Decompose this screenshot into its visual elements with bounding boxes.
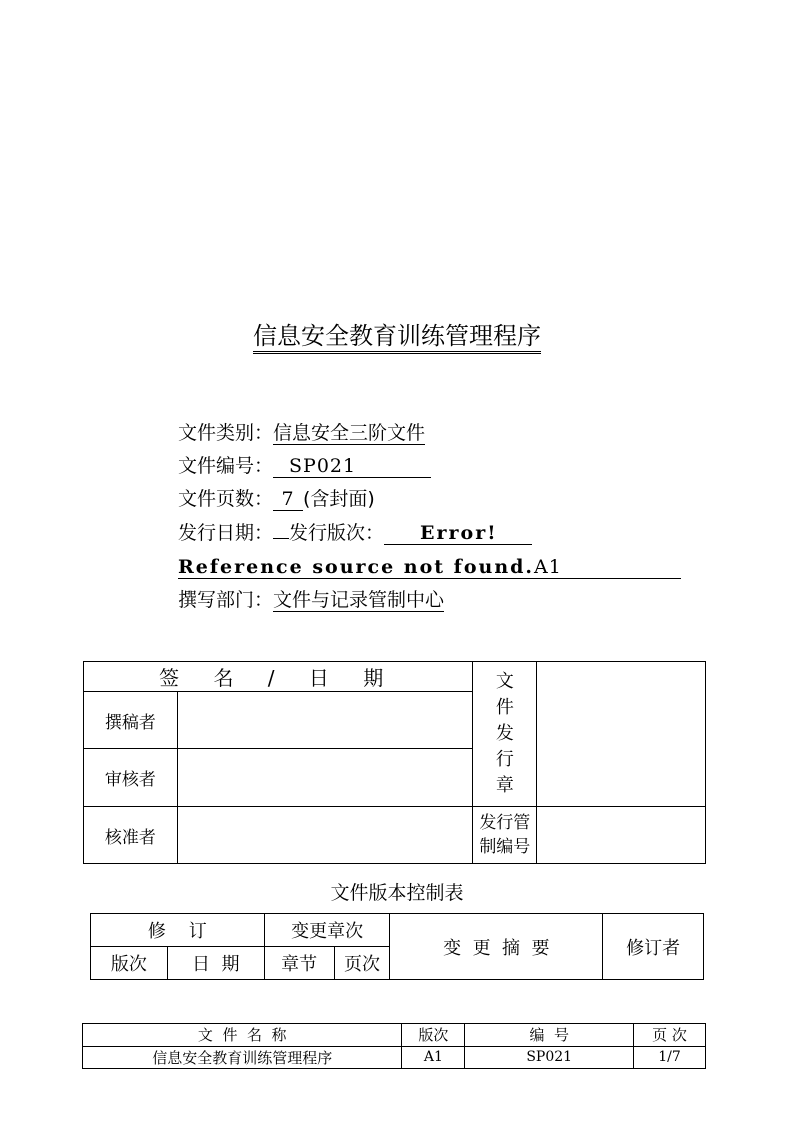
date-header: 日 期 (167, 947, 264, 980)
field-pages (178, 487, 375, 511)
stamp-char: 章 (495, 775, 514, 796)
page-header: 页次 (334, 947, 390, 980)
dept-label: 撰写部门： (178, 589, 274, 611)
version-control-table (90, 913, 704, 980)
footer-header-name: 文 件 名 称 (83, 1024, 402, 1047)
stamp-char: 行 (495, 749, 514, 770)
signature-header: 签 名 / 日 期 (84, 662, 473, 692)
row-label-drafter: 撰稿者 (84, 692, 178, 749)
footer-header-number: 编 号 (465, 1024, 634, 1047)
footer-number: SP021 (465, 1046, 634, 1069)
reviewer-signature-cell (177, 749, 473, 807)
control-number-cell (537, 807, 706, 864)
control-number-line: 发行管 (479, 813, 531, 833)
dept-value: 文件与记录管制中心 (273, 589, 445, 611)
error-line2: Reference source not found. (178, 556, 535, 578)
error-line2-wrap (178, 556, 681, 579)
field-issue (178, 521, 532, 545)
chapter-header: 章节 (264, 947, 334, 980)
stamp-label-cell (473, 662, 537, 807)
document-title: 信息安全教育训练管理程序 (253, 322, 541, 354)
control-number-label (473, 807, 537, 864)
version-table-caption: 文件版本控制表 (330, 882, 464, 904)
signature-table (83, 661, 706, 864)
stamp-area (537, 662, 706, 807)
number-value: SP021 (273, 455, 431, 478)
issue-date-label: 发行日期： (178, 522, 274, 544)
category-value: 信息安全三阶文件 (273, 422, 426, 444)
change-chapter-header: 变更章次 (264, 914, 390, 947)
row-label-reviewer: 审核者 (84, 749, 178, 807)
reviser-header: 修订者 (603, 914, 704, 980)
issue-version-label: 发行版次： (289, 522, 385, 544)
control-number-line: 制编号 (479, 837, 531, 857)
field-number (178, 454, 431, 478)
row-label-approver: 核准者 (84, 807, 178, 864)
footer-table (82, 1023, 706, 1069)
revision-header: 修 订 (91, 914, 265, 947)
error-line1: Error! (384, 522, 532, 545)
field-error-continued (178, 555, 681, 579)
pages-label: 文件页数： (178, 488, 274, 510)
approver-signature-cell (177, 807, 473, 864)
change-summary-header: 变 更 摘 要 (390, 914, 603, 980)
field-dept (178, 588, 444, 612)
pages-value: 7 (273, 488, 303, 511)
footer-page: 1/7 (634, 1046, 706, 1069)
stamp-char: 文 (495, 671, 514, 692)
version-value: A1 (534, 556, 562, 578)
footer-header-page: 页 次 (634, 1024, 706, 1047)
footer-doc-name: 信息安全教育训练管理程序 (83, 1046, 402, 1069)
stamp-char: 件 (495, 697, 514, 718)
document-title-block (0, 316, 794, 351)
version-header: 版次 (91, 947, 168, 980)
footer-header-version: 版次 (402, 1024, 465, 1047)
number-label: 文件编号： (178, 455, 274, 477)
issue-date-blank (273, 538, 289, 539)
category-label: 文件类别： (178, 422, 274, 444)
pages-note: (含封面) (303, 488, 375, 510)
footer-version: A1 (402, 1046, 465, 1069)
field-category (178, 421, 425, 445)
stamp-char: 发 (495, 723, 514, 744)
drafter-signature-cell (177, 692, 473, 749)
